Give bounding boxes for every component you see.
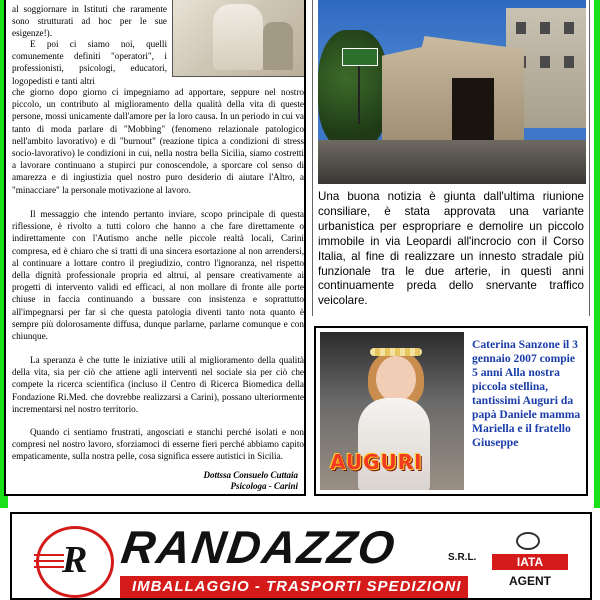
photo-window [564,56,574,68]
road-news-text: Una buona notizia è giunta dall'ultima riunione consiliare, è stata approvata una variante urbanistica per espropriare e demolire un piccolo immobile in via Leopardi all'incrocio con il Corso Italia, al fine di realizzare un innesto stradale più funzionale tra le due arterie, in questi anni continuamente preda dello snervante traffico veicolare. [318,190,584,308]
article-paragraph-1: al soggiornare in Istituti che raramente sono strutturati ad hoc per le sue esigenze!). [12,4,167,39]
logo-dash [34,554,64,556]
randazzo-ad [10,512,592,600]
photo-doorway [452,78,494,140]
photo-window [516,22,526,34]
photo-window [564,22,574,34]
globe-icon [516,532,540,550]
article-photo [172,0,306,77]
photo-road [318,140,586,184]
brand-suffix: S.R.L. [448,552,477,563]
article-paragraph-3: Il messaggio che intendo pertanto inviare, scopo principale di questa riflessione, è rivolto a tutti coloro che hanno a che fare direttamente o indirettamente con l'Autismo anche nelle piccole realtà locali, Carini compresa, ed è chiaro che si tratti di una sincera esortazione al non arrendersi, al continuare a lottare contro il pregiudizio, contro l'ignoranza, nel rispetto della dignità professionale propria ed altrui, al pensare creativamente ai progetti di intervento validi ed efficaci, al non mollare di fronte alle porte chiuse in faccia continuando a bussare con insistenza e soprattutto all'impegnarsi per far sì che questa patologia diventi tanto nota quanto è sempre più dolorosamente diffusa, dunque parlarne, parlarne comunque e con chiunque. [12,209,304,342]
article-paragraph-4: La speranza è che tutte le iniziative utili al miglioramento della qualità della vita, sia per ciò che attiene agli interventi nel sociale sia per ciò che compete la ricerca scientifica (incluso il Centro di Ricerca Biomedica della Fondazione Ri.Med. che dovrebbe realizzarsi a Carini), possano ulteriormente incrementarsi nel nostro territorio. [12,355,304,414]
photo-figure-secondary [263,22,293,70]
birthday-box [314,326,588,496]
brand-name: RANDAZZO [118,521,400,573]
photo-window [540,22,550,34]
photo-window [540,56,550,68]
article-paragraph-2-start: E poi ci siamo noi, quelli comunemente definiti "operatori", i professionisti, psicologi, educatori, logopedisti e tanti altri [12,39,167,86]
photo-street-sign [342,48,378,66]
autism-article [4,0,306,496]
right-green-stripe [594,0,600,508]
logo-dash [34,566,64,568]
services-text: IMBALLAGGIO - TRASPORTI SPEDIZIONI [132,578,462,595]
article-signature [203,470,298,492]
building-photo [318,0,586,184]
birthday-photo [320,332,464,490]
signature-name: Dottssa Consuelo Cuttaia [203,470,298,480]
flower-crown [370,348,422,356]
logo-dash [34,560,64,562]
photo-signpost [358,64,360,124]
auguri-overlay: AUGURI [330,450,423,474]
logo-letter: R [62,539,88,581]
birthday-message: Caterina Sanzone il 3 gennaio 2007 compie 5 anni Alla nostra piccola stellina, tantissimi Auguri da papà Daniele mamma Mariella e il fratello Giuseppe [472,338,581,449]
girl-face [376,356,416,402]
article-paragraph-5: Quando ci sentiamo frustrati, angosciati e stanchi perché isolati e non compresi nel nostro lavoro, sforziamoci di esserne fieri perché abbiamo capito empaticamente, sulla nostra pelle, cosa significa essere autistici in Sicilia. [12,427,304,462]
signature-role: Psicologa - Carini [230,481,298,491]
iata-label: IATA [492,554,568,570]
iata-agent-label: AGENT [509,574,551,588]
girl-dress [358,398,430,490]
article-paragraph-2: che giorno dopo giorno ci impegniamo ad apportare, seppure nel nostro piccolo, un contributo al miglioramento della qualità della vita di queste persone, mossi unicamente dall'amore per la loro causa. In un periodo in cui va tanto di moda parlare di "Mobbing" (fenomeno relazionale patologico nell'ambito lavorativo) e di "burnout" (reazione tipica a condizioni di stress socio-lavorativo) le condizioni in cui, nella nostra bella Sicilia, siamo costretti a lavorare continuano a stupirci pur conoscendole, a sporcare col senso di amarezza e di ingiustizia quel nostro puro desiderio di aiutare l'Altro, a "minacciare" la personale motivazione al lavoro. [12,87,304,195]
photo-figure [213,4,263,70]
